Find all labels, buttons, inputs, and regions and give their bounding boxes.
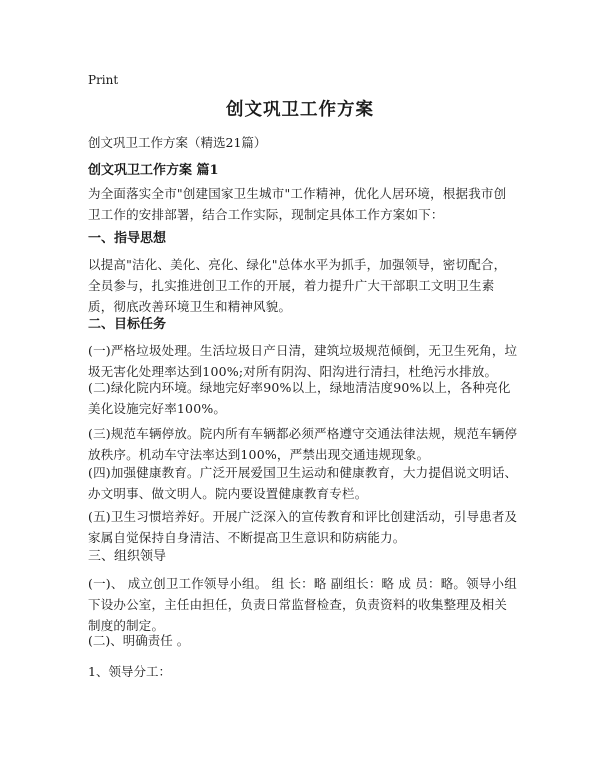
heading-targets: 二、目标任务 [88, 317, 167, 332]
target-item: (四)加强健康教育。广泛开展爱国卫生运动和健康教育，大力提倡说文明话、办文明事、做文明人。院内要设置健康教育专栏。 [88, 465, 518, 501]
responsibility-line: (二)、明确责任 。 [88, 633, 190, 648]
heading-organization: 三、组织领导 [88, 549, 167, 564]
target-item: (一)严格垃圾处理。生活垃圾日产日清，建筑垃圾规范倾倒，无卫生死角，垃圾无害化处理率达到100%;对所有阴沟、阳沟进行清扫，杜绝污水排放。 [88, 343, 518, 379]
target-item: (五)卫生习惯培养好。开展广泛深入的宣传教育和评比创建活动，引导患者及家属自觉保持自身清洁、不断提高卫生意识和防病能力。 [88, 509, 518, 545]
division-line: 1、领导分工： [88, 664, 171, 679]
page-title: 创文巩卫工作方案 [226, 100, 374, 120]
guiding-ideology-paragraph: 以提高"洁化、美化、亮化、绿化"总体水平为抓手，加强领导，密切配合，全员参与，扎实推进创卫工作的开展，着力提升广大干部职工文明卫生素质，彻底改善环境卫生和精神风貌。 [88, 257, 507, 314]
target-item: (三)规范车辆停放。院内所有车辆都必须严格遵守交通法律法规，规范车辆停放秩序。机动车守法率达到100%，严禁出现交通违规现象。 [88, 426, 518, 462]
intro-paragraph: 为全面落实全市"创建国家卫生城市"工作精神，优化人居环境，根据我市创卫工作的安排部署，结合工作实际，现制定具体工作方案如下： [88, 186, 507, 222]
section-title: 创文巩卫工作方案 篇1 [88, 163, 219, 178]
heading-guiding-ideology: 一、指导思想 [88, 231, 167, 246]
organization-paragraph: (一)、 成立创卫工作领导小组。 组 长：略 副组长：略 成 员：略。领导小组下设办公室，主任由担任，负责日常监督检查，负责资料的收集整理及相关制度的制定。 [88, 576, 517, 633]
document-subtitle: 创文巩卫工作方案（精选21篇） [88, 135, 267, 150]
print-label[interactable]: Print [88, 73, 119, 87]
target-item: (二)绿化院内环境。绿地完好率90%以上，绿地清洁度90%以上，各种亮化美化设施完好率100%。 [88, 380, 511, 416]
